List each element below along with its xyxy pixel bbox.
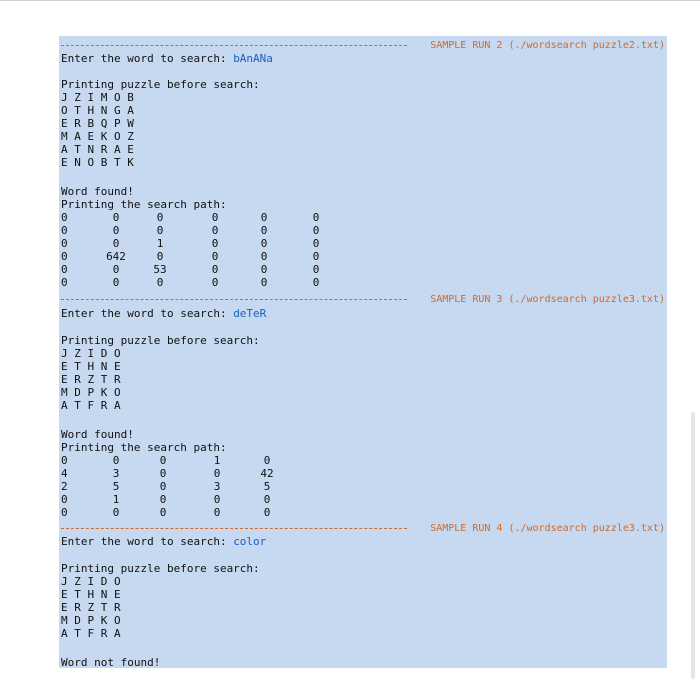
search-path-cell: 0 <box>213 493 221 506</box>
puzzle-row: J Z I D O <box>61 575 121 588</box>
prompt-line <box>61 52 273 65</box>
separator-run-2 <box>61 39 665 52</box>
search-path-cell: 0 <box>61 224 68 237</box>
search-path-cell: 0 <box>159 506 167 519</box>
search-path-cell: 1 <box>156 237 164 250</box>
prompt-line <box>61 307 266 320</box>
search-path-cell: 0 <box>260 263 268 276</box>
search-path-cell: 0 <box>112 211 120 224</box>
search-path-cell: 1 <box>112 493 120 506</box>
result-text: Word found! <box>61 185 134 198</box>
run-header: SAMPLE RUN 4 (./wordsearch puzzle3.txt) <box>430 523 665 534</box>
search-path-cell: 0 <box>112 224 120 237</box>
search-path-cell: 0 <box>211 237 219 250</box>
window-top-border <box>0 0 700 1</box>
search-path-cell: 0 <box>312 263 320 276</box>
search-path-cell: 0 <box>260 237 268 250</box>
puzzle-row: J Z I D O <box>61 347 121 360</box>
user-input: deTeR <box>233 307 267 320</box>
search-path-cell: 0 <box>61 276 68 289</box>
page-scrollbar[interactable] <box>691 412 695 679</box>
search-path-cell: 0 <box>213 467 221 480</box>
puzzle-row: E N O B T K <box>61 156 134 169</box>
prompt-line <box>61 535 266 548</box>
search-path-cell: 0 <box>112 276 120 289</box>
run-header: SAMPLE RUN 3 (./wordsearch puzzle3.txt) <box>430 294 665 305</box>
search-path-cell: 0 <box>159 493 167 506</box>
path-title: Printing the search path: <box>61 198 227 211</box>
puzzle-row: M D P K O <box>61 386 121 399</box>
terminal-output <box>59 36 667 668</box>
separator-run-4 <box>61 522 665 535</box>
run-header: SAMPLE RUN 2 (./wordsearch puzzle2.txt) <box>430 40 665 51</box>
separator-run-3 <box>61 293 665 306</box>
search-path-cell: 0 <box>112 263 120 276</box>
search-path-cell: 0 <box>112 454 120 467</box>
puzzle-row: A T F R A <box>61 627 121 640</box>
search-path-cell: 53 <box>153 263 167 276</box>
search-path-cell: 0 <box>263 454 271 467</box>
search-path-cell: 1 <box>213 454 221 467</box>
prompt-text: Enter the word to search: <box>61 52 234 65</box>
prompt-text: Enter the word to search: <box>61 307 234 320</box>
search-path-cell: 0 <box>61 250 68 263</box>
search-path-cell: 0 <box>263 506 271 519</box>
separator-dashes <box>61 299 407 300</box>
search-path-cell: 642 <box>106 250 126 263</box>
search-path-cell: 5 <box>112 480 120 493</box>
puzzle-row: E T H N E <box>61 588 121 601</box>
search-path-cell: 0 <box>61 263 68 276</box>
user-input: color <box>233 535 267 548</box>
result-text: Word not found! <box>61 656 161 668</box>
search-path-cell: 0 <box>312 250 320 263</box>
search-path-cell: 0 <box>112 237 120 250</box>
search-path-cell: 2 <box>61 480 68 493</box>
search-path-cell: 0 <box>211 250 219 263</box>
search-path-cell: 42 <box>260 467 274 480</box>
puzzle-row: M A E K O Z <box>61 130 134 143</box>
search-path-cell: 0 <box>156 276 164 289</box>
search-path-cell: 4 <box>61 467 68 480</box>
puzzle-row: A T F R A <box>61 399 121 412</box>
search-path-cell: 0 <box>156 211 164 224</box>
puzzle-row: E R Z T R <box>61 373 121 386</box>
search-path-cell: 0 <box>260 250 268 263</box>
puzzle-title: Printing puzzle before search: <box>61 78 260 91</box>
search-path-cell: 0 <box>61 211 68 224</box>
search-path-cell: 0 <box>263 493 271 506</box>
user-input: bAnANa <box>233 52 273 65</box>
search-path-cell: 0 <box>260 211 268 224</box>
search-path-cell: 0 <box>312 211 320 224</box>
search-path-cell: 0 <box>156 250 164 263</box>
separator-dashes <box>61 528 407 529</box>
search-path-cell: 0 <box>213 506 221 519</box>
prompt-text: Enter the word to search: <box>61 535 234 548</box>
puzzle-row: E R B Q P W <box>61 117 134 130</box>
puzzle-row: E R Z T R <box>61 601 121 614</box>
search-path-cell: 3 <box>112 467 120 480</box>
search-path-cell: 0 <box>159 480 167 493</box>
search-path-cell: 3 <box>213 480 221 493</box>
puzzle-row: E T H N E <box>61 360 121 373</box>
search-path-cell: 0 <box>61 506 68 519</box>
search-path-cell: 0 <box>159 454 167 467</box>
search-path-cell: 0 <box>211 224 219 237</box>
puzzle-title: Printing puzzle before search: <box>61 334 260 347</box>
search-path-cell: 0 <box>112 506 120 519</box>
search-path-cell: 0 <box>211 263 219 276</box>
search-path-cell: 0 <box>312 237 320 250</box>
separator-dashes <box>61 45 407 46</box>
puzzle-row: M D P K O <box>61 614 121 627</box>
search-path-cell: 5 <box>263 480 271 493</box>
search-path-cell: 0 <box>211 211 219 224</box>
search-path-cell: 0 <box>260 276 268 289</box>
puzzle-row: J Z I M O B <box>61 91 134 104</box>
search-path-cell: 0 <box>61 237 68 250</box>
result-text: Word found! <box>61 428 134 441</box>
puzzle-title: Printing puzzle before search: <box>61 562 260 575</box>
search-path-cell: 0 <box>211 276 219 289</box>
search-path-cell: 0 <box>61 454 68 467</box>
search-path-cell: 0 <box>156 224 164 237</box>
path-title: Printing the search path: <box>61 441 227 454</box>
search-path-cell: 0 <box>312 276 320 289</box>
search-path-cell: 0 <box>312 224 320 237</box>
puzzle-row: A T N R A E <box>61 143 134 156</box>
search-path-cell: 0 <box>260 224 268 237</box>
search-path-cell: 0 <box>61 493 68 506</box>
search-path-cell: 0 <box>159 467 167 480</box>
puzzle-row: O T H N G A <box>61 104 134 117</box>
